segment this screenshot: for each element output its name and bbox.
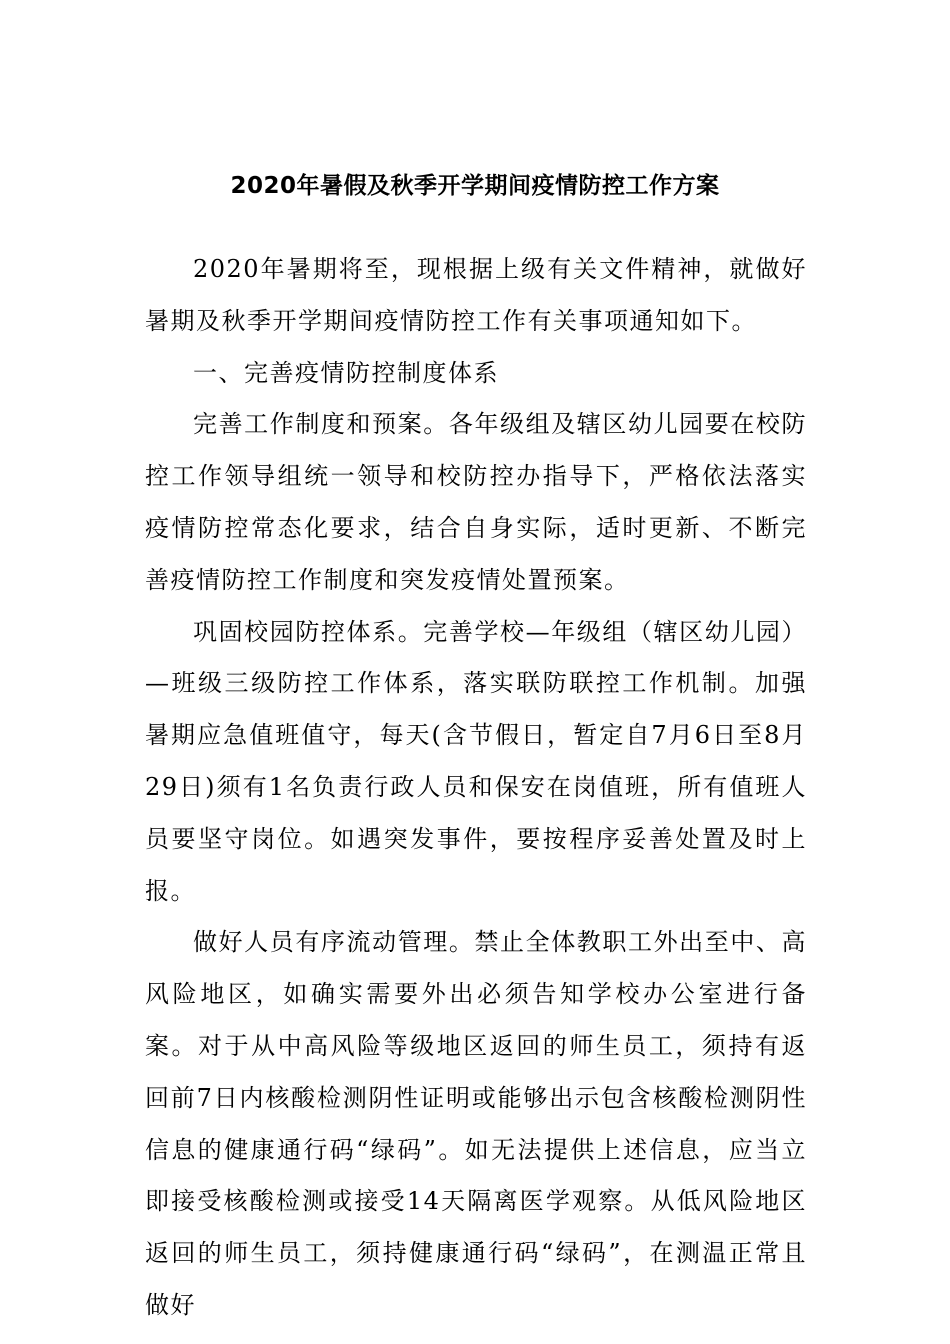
document-title: 2020年暑假及秋季开学期间疫情防控工作方案 <box>230 173 720 199</box>
paragraph-intro: 2020年暑期将至，现根据上级有关文件精神，就做好暑期及秋季开学期间疫情防控工作有关事项通知如下。 <box>145 255 807 335</box>
paragraph-work-system: 完善工作制度和预案。各年级组及辖区幼儿园要在校防控工作领导组统一领导和校防控办指导下，严格依法落实疫情防控常态化要求，结合自身实际，适时更新、不断完善疫情防控工作制度和突发疫情处置预案。 <box>145 410 807 594</box>
paragraph-control-system: 巩固校园防控体系。完善学校—年级组（辖区幼儿园）—班级三级防控工作体系，落实联防联控工作机制。加强暑期应急值班值守，每天(含节假日，暂定自7月6日至8月29日)须有1名负责行政人员和保安在岗值班，所有值班人员要坚守岗位。如遇突发事件，要按程序妥善处置及时上报。 <box>145 617 807 905</box>
section-heading-1: 一、完善疫情防控制度体系 <box>193 358 499 387</box>
paragraph-personnel-management: 做好人员有序流动管理。禁止全体教职工外出至中、高风险地区，如确实需要外出必须告知学校办公室进行备案。对于从中高风险等级地区返回的师生员工，须持有返回前7日内核酸检测阴性证明或能够出示包含核酸检测阴性信息的健康通行码“绿码”。如无法提供上述信息，应当立即接受核酸检测或接受14天隔离医学观察。从低风险地区返回的师生员工，须持健康通行码“绿码”，在测温正常且做好 <box>145 928 807 1319</box>
document-body <box>145 244 807 1332</box>
